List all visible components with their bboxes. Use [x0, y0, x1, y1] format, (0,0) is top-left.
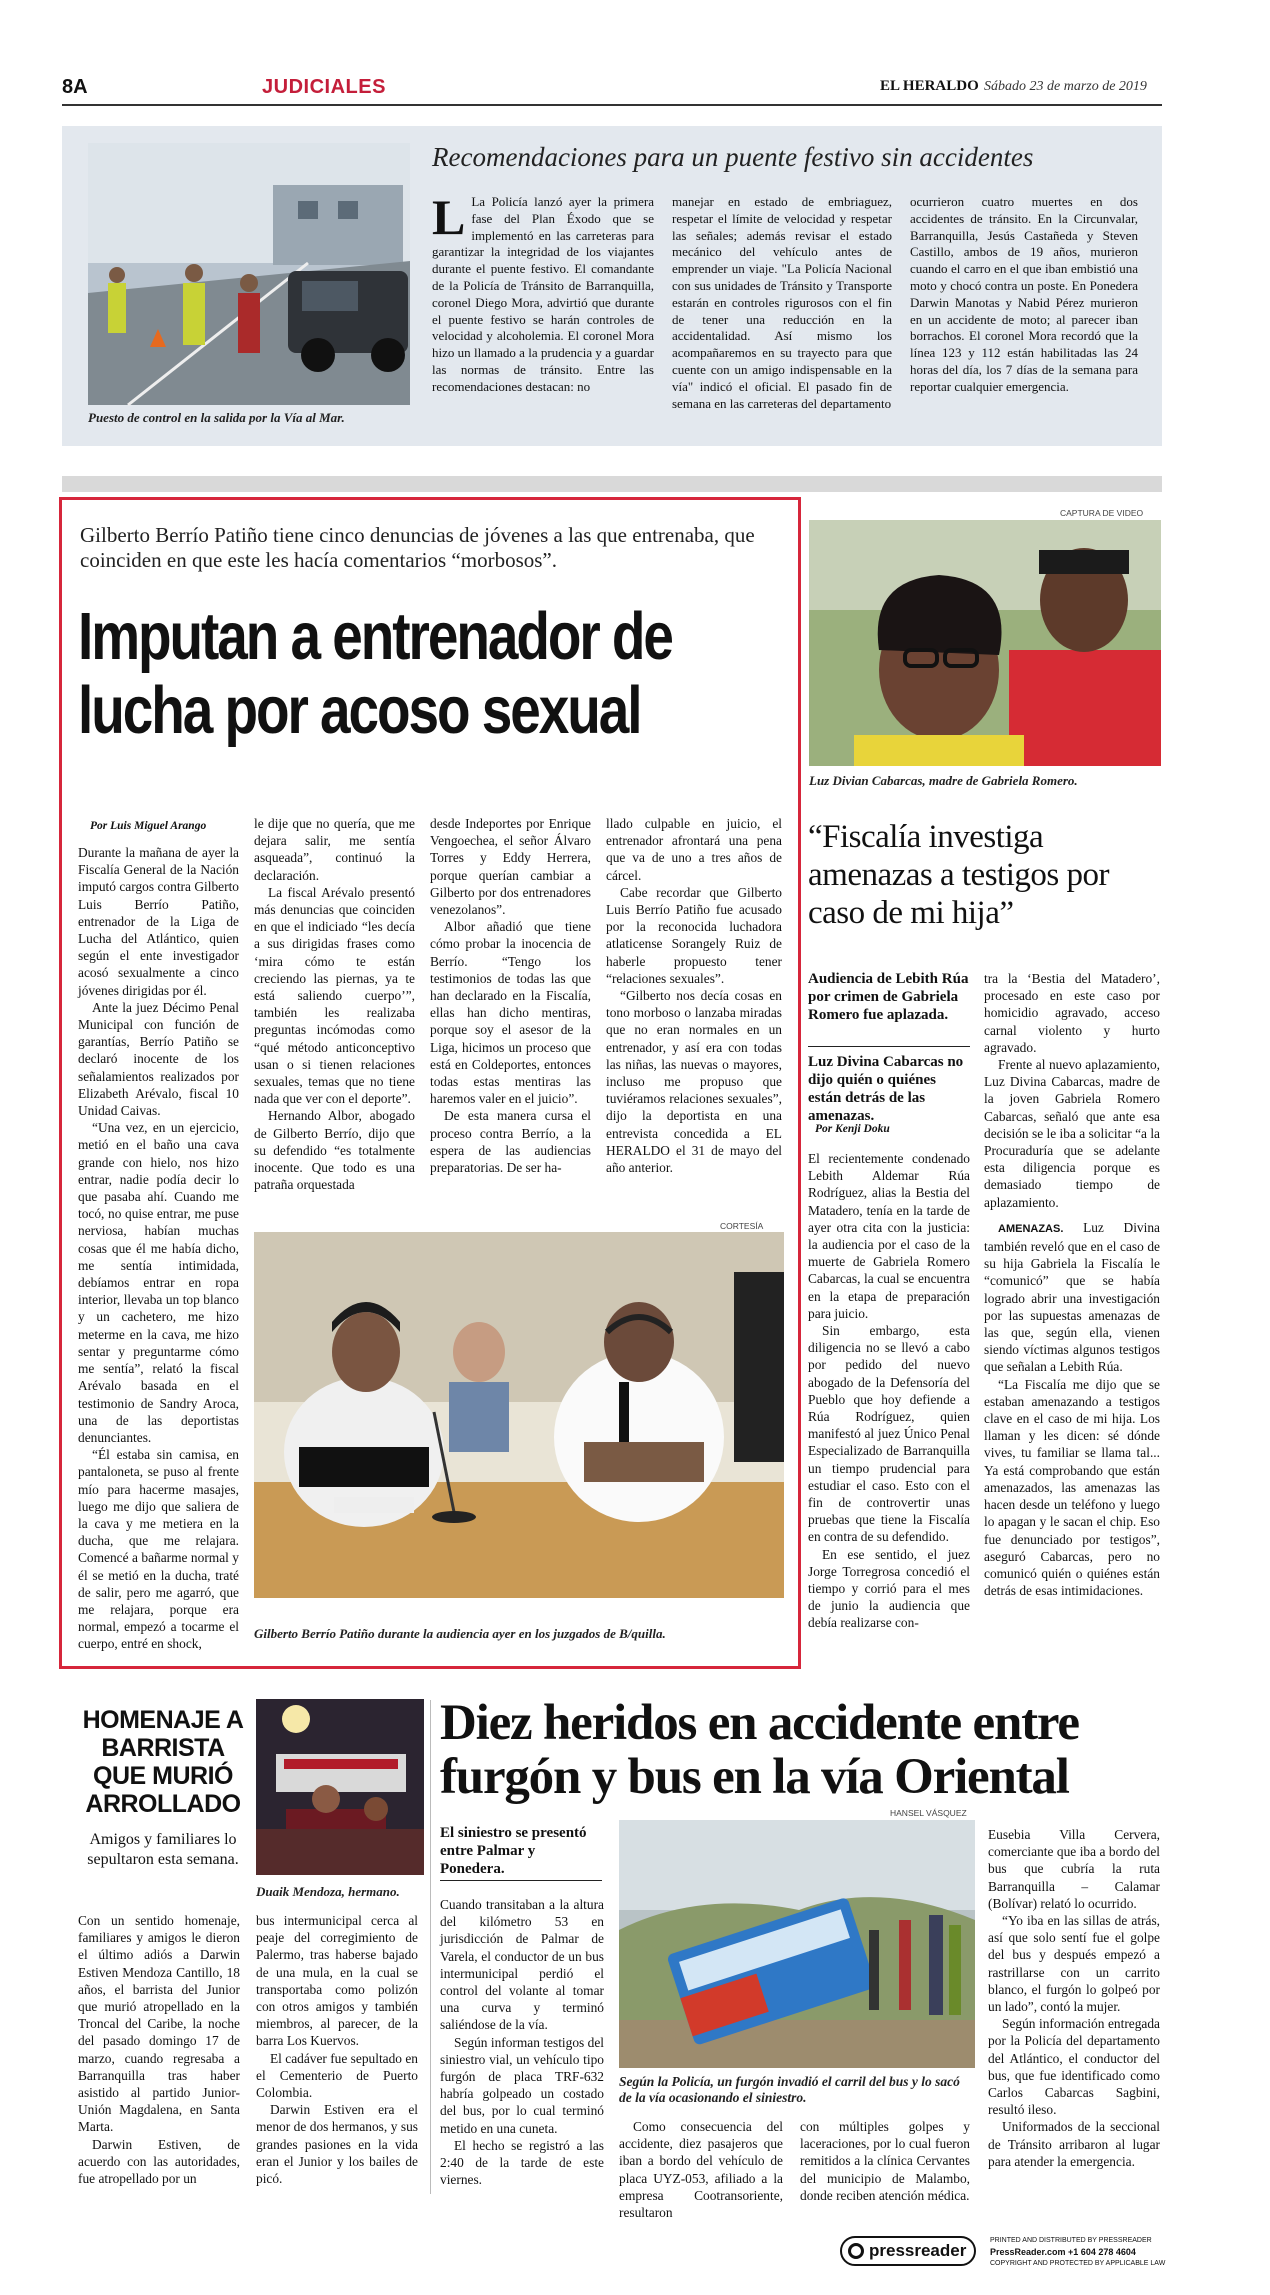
- barrista-photo: [256, 1699, 424, 1875]
- homenaje-col2-p1: bus intermunicipal cerca al peaje del corregimiento de Palermo, tras haberse bajado de una mula, en la cual se transportaba como polizón con otros amigos y también miembros, al parecer, de la barra Los Kuervos.: [256, 1913, 418, 2049]
- side-col1-p1: El recientemente condenado Lebith Aldemar Rúa Rodríguez, alias la Bestia del Matadero, tenía en la tarde de ayer otra cita con la justicia: la audiencia por el caso de la muerte de Gabriela Romero Cabarcas, la cual se encuentra en la etapa de preparación para juicio.: [808, 1151, 970, 1321]
- accident-col4-p3: Según información entregada por la Policía del departamento del Atlántico, el conductor del bus, que fue identificado como Carlos Cabarcas Sagbini, resultó ileso.: [988, 2016, 1160, 2118]
- homenaje-headline: HOMENAJE A BARRISTA QUE MURIÓ ARROLLADO: [82, 1706, 244, 1818]
- side-col1-p2: Sin embargo, esta diligencia no se llevó a cabo por pedido del nuevo abogado de la Defensoría del Pueblo que hoy defiende a Rúa Rodríguez, quien manifestó al juez Único Penal Especializado de Barranquilla un tiempo prudencial para estudiar el caso. Esto con el fin de controvertir unas pruebas que tiene la Fiscalía en contra de su defendido.: [808, 1323, 970, 1545]
- issue-date: Sábado 23 de marzo de 2019: [984, 79, 1147, 94]
- checkpoint-photo: [88, 143, 410, 405]
- checkpoint-photo-caption: Puesto de control en la salida por la Vía al Mar.: [88, 410, 345, 425]
- section-label: JUDICIALES: [262, 76, 386, 98]
- accident-col4-p2: “Yo iba en las sillas de atrás, así que solo sentí fue el golpe del bus y después empezó a rastrillarse con un carrito blanco, el furgón lo golpeó por un lado”, contó la mujer.: [988, 1913, 1160, 2015]
- main-col1-p3: “Una vez, en un ejercicio, metió en el baño una cava grande con hielo, nos hizo entrar, nadie podía decir lo que pasaba ahí. Cuando me tocó, no quise entrar, me puse nerviosa, habían muchas cosas que él me había dicho, me sentía intimidada, debíamos entrar en ropa interior, llevaba un top blanco y un cachetero, me hizo meterme en la cava, me hizo sentar y preguntarme cómo me sentía”, relató la fiscal Arévalo basada en el testimonio de Sandry Aroca, una de las deportistas denunciantes.: [78, 1120, 239, 1445]
- homenaje-deck: Amigos y familiares lo sepultaron esta semana.: [87, 1831, 239, 1868]
- main-col3-p3: De esta manera cursa el proceso contra Berrío, a la espera de las audiencias preparatorias. De ser ha-: [430, 1108, 591, 1176]
- main-col2-p3: Hernando Albor, abogado de Gilberto Berrío, dijo que su defendido “es totalmente inocente. Que todo es una patraña orquestada: [254, 1108, 415, 1193]
- court-photo-credit: CORTESÍA: [720, 1221, 764, 1231]
- top-story-title: Recomendaciones para un puente festivo sin accidentes: [432, 142, 1034, 172]
- pressreader-logo-text: pressreader: [869, 2241, 967, 2260]
- top-story-text-1: La Policía lanzó ayer la primera fase del Plan Éxodo que se implementó en las carreteras para garantizar la integridad de los viajantes durante el puente festivo. El comandante de la Policía de Tránsito de Barranquilla, coronel Diego Mora, advirtió que durante el puente festivo se harán controles de velocidad y alcoholemia. El coronel Mora hizo un llamado a la prudencia y a guardar las normas de tránsito. Entre las recomendaciones destacan: no: [432, 194, 654, 394]
- court-photo: [254, 1232, 784, 1598]
- accident-col1-p3: El hecho se registró a las 2:40 de la tarde de este viernes.: [440, 2137, 604, 2188]
- top-story-col3: [910, 194, 1138, 434]
- top-story-col2: [672, 194, 892, 434]
- bus-photo-credit: HANSEL VÁSQUEZ: [890, 1808, 967, 1818]
- main-col4-p2: Cabe recordar que Gilberto Luis Berrío Patiño fue acusado por la reconocida luchadora atlaticense Sorangely Ruiz de haberle propuesto tener “relaciones sexuales”.: [606, 884, 782, 986]
- accident-col3-p1: con múltiples golpes y laceraciones, por lo cual fueron remitidos a la clínica Cervantes del municipio de Malambo, donde reciben atención médica.: [800, 2119, 970, 2203]
- bottom-divider: [430, 1700, 431, 2194]
- main-col3-p1: desde Indeportes por Enrique Vengoechea, el señor Álvaro Torres y Eddy Herrera, porque querían cambiar a Gilberto por dos entrenadores venezolanos”.: [430, 816, 591, 918]
- homenaje-col2-p3: Darwin Estiven era el menor de dos hermanos, y sus grandes pasiones en la vida eran el Junior y los bailes de picó.: [256, 2102, 418, 2187]
- bus-photo-caption: Según la Policía, un furgón invadió el carril del bus y lo sacó de la vía ocasionando el siniestro.: [619, 2074, 960, 2105]
- side-byline: Por Kenji Doku: [815, 1123, 890, 1135]
- main-col4: [606, 815, 782, 1225]
- main-col1-p1: Durante la mañana de ayer la Fiscalía General de la Nación imputó cargos contra Gilberto Luis Berrío Patiño, entrenador de la Liga de Lucha del Atlántico, quien según el ente investigador acosó sexualmente a cinco jóvenes dirigidas por él.: [78, 845, 239, 998]
- main-col1-p2: Ante la juez Décimo Penal Municipal con función de garantías, Berrío Patiño se declaró inocente de los señalamientos realizados por Elizabeth Arévalo, fiscal 10 Unidad Caivas.: [78, 999, 239, 1119]
- side-col2: [984, 970, 1160, 1625]
- accident-deck-rule: [440, 1880, 602, 1881]
- accident-deck: El siniestro se presentó entre Palmar y Ponedera.: [440, 1825, 587, 1877]
- side-col2-p2: Frente al nuevo aplazamiento, Luz Divina Cabarcas, madre de la joven Gabriela Romero Cabarcas, señaló que ante esa decisión se le iba a solicitar “a la Procuraduría que se adelante esta diligencia porque es demasiado tiempo de aplazamiento.: [984, 1057, 1160, 1210]
- main-col3-p2: Albor añadió que tiene cómo probar la inocencia de Berrío. “Tengo los testimonios de todas las que han declarado en la Fiscalía, ellas han dicho mentiras, porque soy el asesor de la Liga, hicimos un proceso que está en Coldeportes, entonces todas estas mentiras las haremos valer en el juicio”.: [430, 919, 591, 1107]
- pressreader-logo[interactable]: [840, 2236, 976, 2266]
- accident-col4-p1: Eusebia Villa Cervera, comerciante que iba a bordo del bus que cubría la ruta Barranquilla – Calamar (Bolívar) relató lo ocurrido.: [988, 1827, 1160, 1911]
- main-kicker: Gilberto Berrío Patiño tiene cinco denuncias de jóvenes a las que entrenaba, que coinciden en que este les hacía comentarios “morbosos”.: [80, 523, 755, 572]
- pressreader-icon: [848, 2243, 864, 2259]
- accident-col4: [988, 1826, 1160, 2196]
- main-col2-p1: le dije que no quería, que me dejara salir, me sentía asqueada”, continuó la declaración.: [254, 816, 415, 883]
- main-col1: [78, 844, 239, 1652]
- main-col2-p2: La fiscal Arévalo presentó más denuncias que coinciden en que el indiciado “les decía a sus dirigidas frases como ‘mira cómo te están creciendo las piernas, ya te está saliendo cuerpo’”, también les realizaba preguntas incómodas como “qué método anticonceptivo usan o si tienen relaciones sexuales, temas que no tiene nada que ver con el deporte”.: [254, 884, 415, 1107]
- page-number: 8A: [62, 76, 88, 98]
- accident-headline: Diez heridos en accidente entre furgón y bus en la vía Oriental: [440, 1695, 1079, 1805]
- side-deck-rule: [808, 1046, 970, 1047]
- main-byline: Por Luis Miguel Arango: [90, 820, 207, 832]
- top-story-text-2: manejar en estado de embriaguez, respetar el límite de velocidad y respetar las señales; además revisar el estado mecánico del vehículo antes de emprender un viaje. "La Policía Nacional con sus unidades de Tránsito y Transporte estarán en controles rigurosos con el fin de tener una reducción en la accidentalidad. Así mismo los acompañaremos en su trayecto para que cuente con un amigo indispensable en la vía" indicó el oficial. El pasado fin de semana en las carreteras del departamento: [672, 194, 892, 411]
- accident-col3: [800, 2118, 970, 2203]
- masthead: EL HERALDO: [880, 78, 979, 94]
- barrista-photo-caption: Duaik Mendoza, hermano.: [256, 1884, 400, 1899]
- bus-photo: [619, 1820, 975, 2068]
- side-deck-1: Audiencia de Lebith Rúa por crimen de Gabriela Romero fue aplazada.: [808, 971, 969, 1023]
- dropcap: L: [432, 189, 466, 245]
- footer-line2: PressReader.com +1 604 278 4604: [990, 2247, 1136, 2257]
- side-col1: [808, 1150, 970, 1631]
- main-headline: Imputan a entrenador de lucha por acoso sexual: [78, 599, 672, 748]
- footer-line3: COPYRIGHT AND PROTECTED BY APPLICABLE LAW: [990, 2260, 1166, 2267]
- homenaje-col1-p1: Con un sentido homenaje, familiares y amigos le dieron el último adiós a Darwin Estiven Mendoza Cantillo, 18 años, el barrista del Junior que murió atropellado en la Troncal del Caribe, la noche del pasado domingo 17 de marzo, cuando regresaba a Barranquilla tras haber asistido al partido Junior-Unión Magdalena, en Santa Marta.: [78, 1913, 240, 2135]
- accident-col2: [619, 2118, 783, 2221]
- side-col2-p3: Luz Divina también reveló que en el caso de su hija Gabriela la Fiscalía le “comunicó” que se había logrado abrir una investigación por las supuestas amenazas de las que, según ella, vienen siendo víctimas algunos testigos que señalan a Lebith Rúa.: [984, 1219, 1160, 1375]
- side-subhead: AMENAZAS.: [998, 1222, 1064, 1235]
- main-col4-p1: llado culpable en juicio, el entrenador afrontará una pena que va de uno a tres años de cárcel.: [606, 816, 782, 883]
- mother-photo: [809, 520, 1161, 766]
- header-rule: [62, 104, 1162, 106]
- top-story-col1: [432, 189, 654, 434]
- footer-line1: PRINTED AND DISTRIBUTED BY PRESSREADER: [990, 2237, 1152, 2244]
- main-col3: [430, 815, 591, 1225]
- top-story-text-3: ocurrieron cuatro muertes en dos accidentes de tránsito. En la Circunvalar, Barranquilla, Jesús Castañeda y Steven Castillo, ambos de 19 años, murieron cuando el carro en el que iban embistió una moto y chocó contra un poste. En Ponedera Darwin Manotas y Nabid Pérez murieron en un accidente de moto; al parecer iban borrachos. El coronel Mora recordó que la línea 123 y 112 están habilitadas las 24 horas del día, los 7 días de la semana para reportar cualquier emergencia.: [910, 194, 1138, 394]
- accident-col1: [440, 1896, 604, 2194]
- homenaje-col1: [78, 1912, 240, 2194]
- homenaje-col1-p2: Darwin Estiven, de acuerdo con las autoridades, fue atropellado por un: [78, 2136, 240, 2187]
- side-deck-2: Luz Divina Cabarcas no dijo quién o quiénes están detrás de las amenazas.: [808, 1054, 964, 1124]
- mother-photo-credit: CAPTURA DE VIDEO: [1060, 508, 1144, 518]
- main-col1-p4: “Él estaba sin camisa, en pantaloneta, se puso al frente mío para hacerme masajes, luego me dijo que saliera de la cava y me metiera en la ducha, que me relajara. Comencé a bañarme normal y él se metió en la ducha, traté de salir, pero me agarró, que me relajara, porque era normal, empezó a tocarme el cuerpo, entré en shock,: [78, 1447, 239, 1652]
- accident-col1-p1: Cuando transitaban a la altura del kilómetro 53 en jurisdicción de Palmar de Varela, el conductor de un bus intermunicipal perdió el control del volante al tomar una curva y terminó saliéndose de la vía.: [440, 1897, 604, 2033]
- court-photo-caption: Gilberto Berrío Patiño durante la audiencia ayer en los juzgados de B/quilla.: [254, 1626, 666, 1641]
- accident-col4-p4: Uniformados de la seccional de Tránsito arribaron al lugar para atender la emergencia.: [988, 2119, 1160, 2169]
- side-headline: “Fiscalía investiga amenazas a testigos por caso de mi hija”: [808, 819, 1109, 931]
- main-col4-p3: “Gilberto nos decía cosas en tono morboso o lanzaba miradas que no eran normales en un entrenador, y así era con todas las niñas, las nuevas o mayores, incluso me propuso que tuviéramos relaciones sexuales”, dijo la deportista en una entrevista concedida a EL HERALDO el 31 de mayo del año anterior.: [606, 988, 782, 1176]
- side-col2-p4: “La Fiscalía me dijo que se estaban amenazando a testigos clave en el caso de mi hija. Los llaman y les dicen: sé dónde vives, tu familiar se llama tal... Ya está comprobando que están amenazados, las amenazas las hacen desde un teléfono y luego lo apagan y le sacan el chip. Eso fue denunciado por testigos”, aseguró Cabarcas, pero no comunicó quién o quiénes están detrás de esas intimidaciones.: [984, 1376, 1160, 1599]
- homenaje-col2-p2: El cadáver fue sepultado en el Cementerio de Puerto Colombia.: [256, 2050, 418, 2101]
- accident-col2-p1: Como consecuencia del accidente, diez pasajeros que iban a bordo del vehículo de placa UYZ-053, afiliado a la empresa Cootransoriente, resultaron: [619, 2119, 783, 2221]
- homenaje-col2: [256, 1912, 418, 2194]
- main-col2: [254, 815, 415, 1225]
- side-col2-p1: tra la ‘Bestia del Matadero’, procesado en este caso por homicidio agravado, acceso carnal violento y hurto agravado.: [984, 971, 1160, 1055]
- separator-band: [62, 476, 1162, 492]
- mother-photo-caption: Luz Divian Cabarcas, madre de Gabriela Romero.: [809, 773, 1078, 788]
- accident-col1-p2: Según informan testigos del siniestro vial, un vehículo tipo furgón de placa TRF-632 habría golpeado un costado del bus, por lo cual terminó metido en una cuneta.: [440, 2034, 604, 2136]
- side-col1-p3: En ese sentido, el juez Jorge Torregrosa concedió el tiempo y corrió para el mes de junio la audiencia que debía realizarse con-: [808, 1546, 970, 1631]
